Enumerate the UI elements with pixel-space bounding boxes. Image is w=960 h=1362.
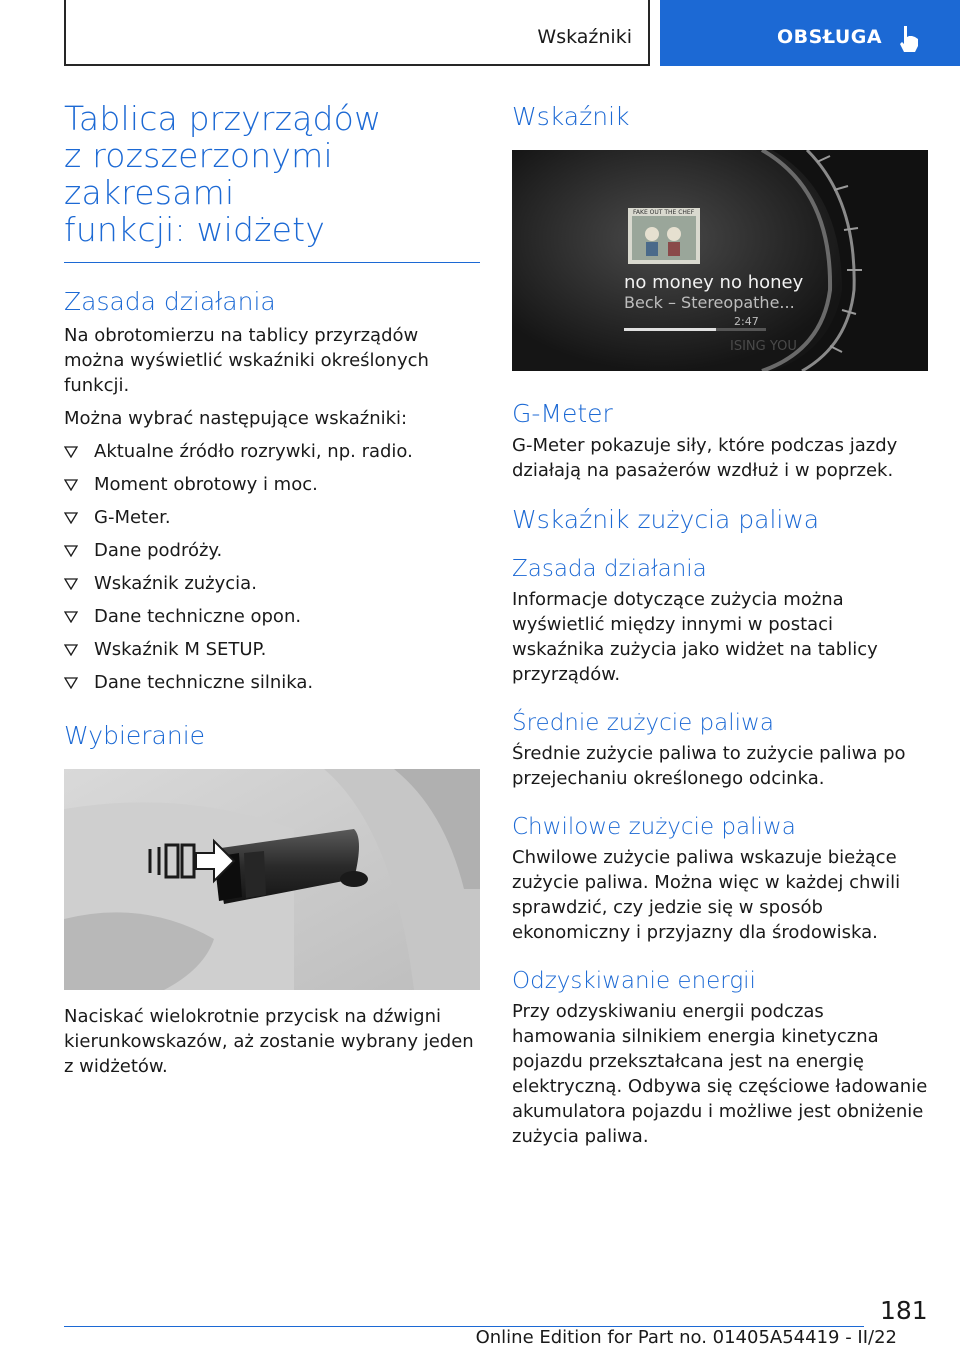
- list-item: [64, 538, 480, 563]
- page-title: [64, 100, 480, 248]
- heading-indicator: Wskaźnik: [512, 102, 630, 131]
- list-item-text: Moment obrotowy i moc.: [94, 474, 318, 495]
- header-section-box: [64, 0, 650, 66]
- turn-signal-lever-illustration: [64, 769, 480, 990]
- right-column: [512, 100, 928, 1149]
- triangle-bullet-icon: [64, 677, 78, 689]
- current-consumption-text: Chwilowe zużycie paliwa wskazuje bieżące zużycie paliwa. Można więc w każdej chwili sprawdzić, czy jedzie się w sposób ekonomiczny i przyjazny dla środowiska.: [512, 847, 901, 943]
- principle-paragraph: Na obrotomierzu na tablicy przyrządów można wyświetlić wskaźniki określonych funkcji.: [64, 325, 429, 396]
- subheading-average-consumption: Średnie zużycie paliwa: [512, 710, 774, 736]
- list-item-text: Dane podróży.: [94, 540, 223, 561]
- list-item: [64, 505, 480, 530]
- album-cover-text: FAKE OUT THE CHEF: [633, 209, 695, 216]
- widget-list: [64, 439, 480, 695]
- track-title: no money no honey: [624, 272, 804, 293]
- subheading-current-consumption: Chwilowe zużycie paliwa: [512, 814, 796, 840]
- instrument-cluster-widget-image: [512, 150, 928, 371]
- track-progress-bar: [624, 328, 716, 331]
- select-caption: Naciskać wielokrotnie przycisk na dźwigni kierunkowskazów, aż zostanie wybrany jeden z widżetów.: [64, 1006, 474, 1077]
- list-item: [64, 571, 480, 596]
- list-item-text: Dane techniczne opon.: [94, 606, 302, 627]
- left-column: [64, 100, 480, 1079]
- triangle-bullet-icon: [64, 446, 78, 458]
- list-item: [64, 604, 480, 629]
- list-item: [64, 670, 480, 695]
- heading-principle: Zasada działania: [64, 287, 276, 316]
- page-title-line: Tablica przyrządów: [64, 99, 382, 138]
- track-artist: Beck – Stereopathe...: [624, 293, 795, 312]
- track-time: 2:47: [734, 315, 759, 328]
- ghost-text: ISING YOU: [730, 339, 797, 354]
- chapter-tab-label: OBSŁUGA: [777, 26, 883, 48]
- list-item: [64, 637, 480, 662]
- heading-fuel-consumption: Wskaźnik zużycia paliwa: [512, 505, 820, 534]
- list-item-text: Aktualne źródło rozrywki, np. radio.: [94, 441, 413, 462]
- energy-recovery-text: Przy odzyskiwaniu energii podczas hamowania silnikiem energia kinetyczna pojazdu przekształcana jest na energię elektryczną. Odbywa się częściowe ładowanie akumulatora pojazdu i możliwe jest obniżenie zużycia paliwa.: [512, 1001, 928, 1147]
- triangle-bullet-icon: [64, 611, 78, 623]
- triangle-bullet-icon: [64, 479, 78, 491]
- title-divider: [64, 262, 480, 263]
- fuel-principle-text: Informacje dotyczące zużycia można wyświetlić między innymi w postaci wskaźnika zużycia jako widżet na tablicy przyrządów.: [512, 589, 878, 685]
- triangle-bullet-icon: [64, 512, 78, 524]
- gmeter-text: G-Meter pokazuje siły, które podczas jazdy działają na pasażerów wzdłuż i w poprzek.: [512, 435, 898, 481]
- list-item-text: Dane techniczne silnika.: [94, 672, 314, 693]
- heading-gmeter: G-Meter: [512, 399, 613, 428]
- page-number: 181: [880, 1296, 928, 1325]
- subheading-fuel-principle: Zasada działania: [512, 556, 707, 582]
- triangle-bullet-icon: [64, 644, 78, 656]
- list-item: [64, 439, 480, 464]
- triangle-bullet-icon: [64, 578, 78, 590]
- page-title-line: funkcji: widżety: [64, 210, 326, 249]
- triangle-bullet-icon: [64, 545, 78, 557]
- pointing-hand-icon: [898, 24, 922, 54]
- edition-note: Online Edition for Part no. 01405A54419 - II/22: [475, 1327, 897, 1348]
- principle-choice-paragraph: Można wybrać następujące wskaźniki:: [64, 408, 408, 429]
- chapter-tab: [660, 0, 960, 66]
- heading-select: Wybieranie: [64, 721, 206, 750]
- list-item: [64, 472, 480, 497]
- average-consumption-text: Średnie zużycie paliwa to zużycie paliwa po przejechaniu określonego odcinka.: [512, 743, 906, 789]
- list-item-text: Wskaźnik zużycia.: [94, 573, 257, 594]
- subheading-energy-recovery: Odzyskiwanie energii: [512, 968, 756, 994]
- section-title: Wskaźniki: [537, 26, 632, 48]
- list-item-text: Wskaźnik M SETUP.: [94, 639, 267, 660]
- page-title-line: z rozszerzonymi zakresami: [64, 136, 333, 212]
- list-item-text: G-Meter.: [94, 507, 171, 528]
